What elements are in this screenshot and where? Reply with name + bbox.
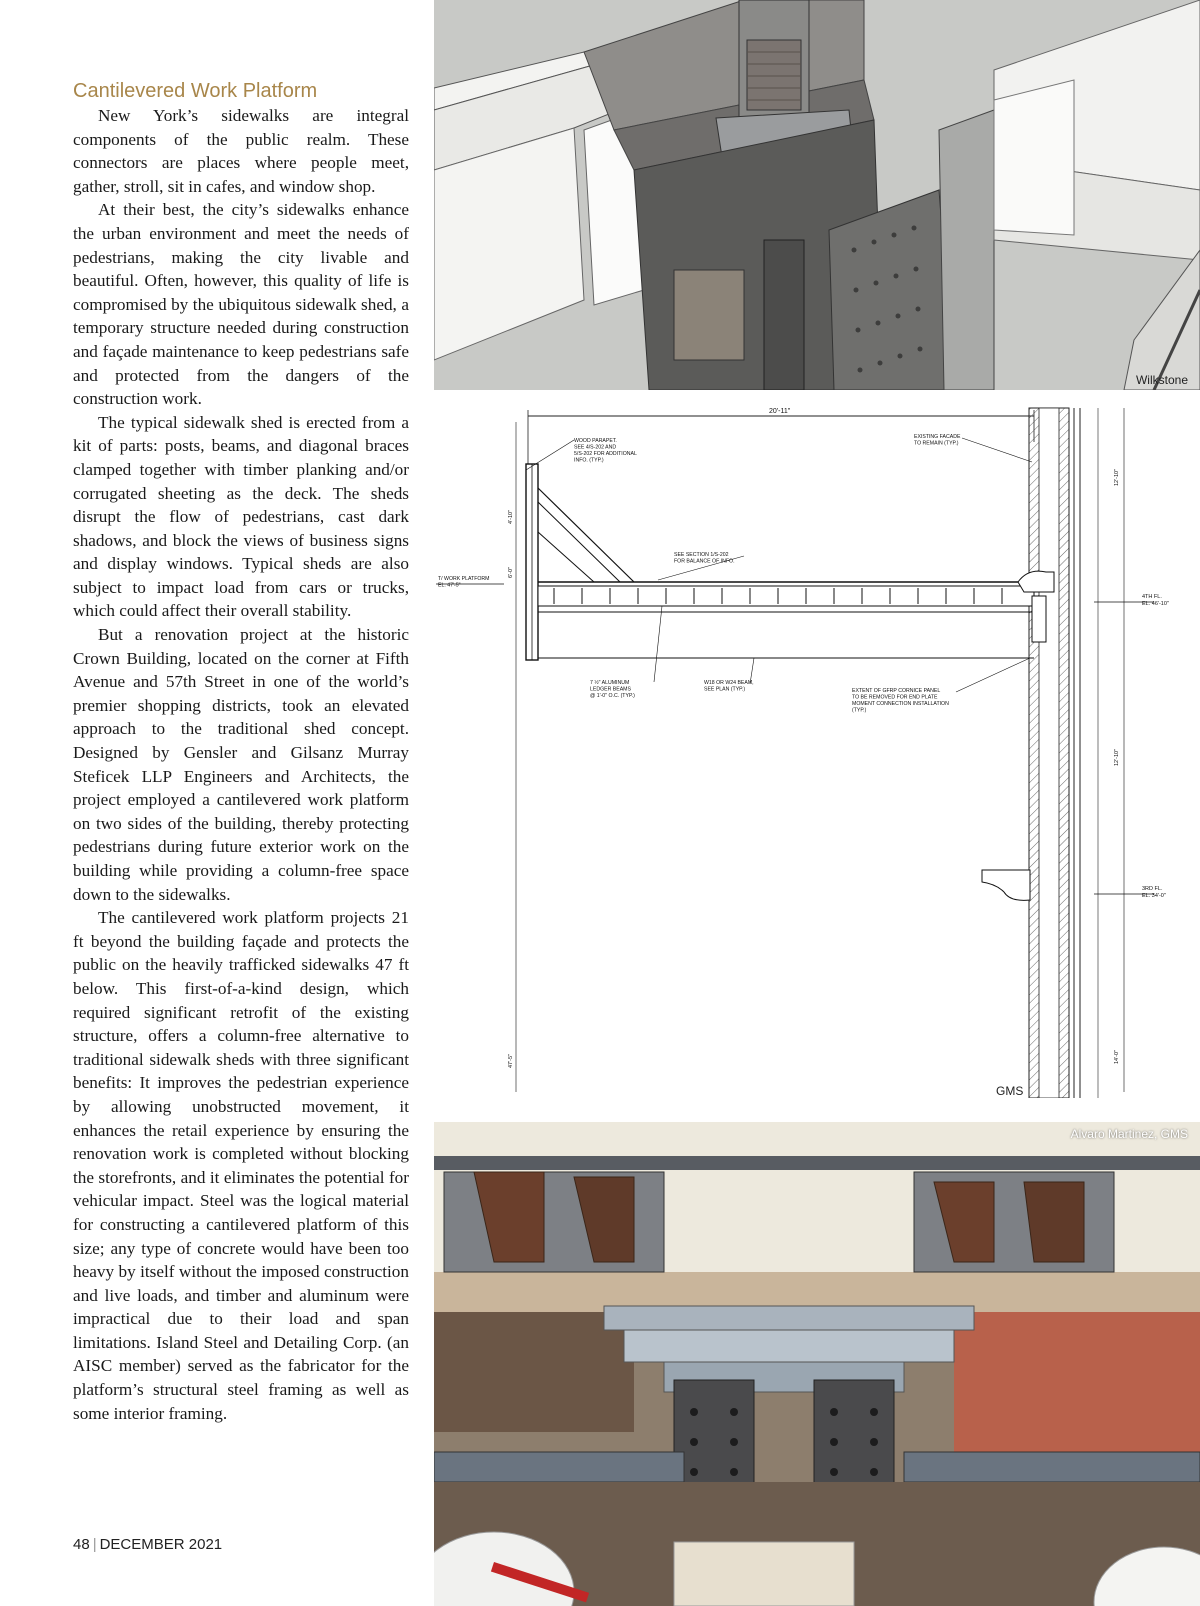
section-drawing [434,402,1200,1098]
note-section-line2: FOR BALANCE OF INFO. [674,558,735,565]
dim-12-mid: 12'-10" [1114,748,1120,766]
note-section-line1: SEE SECTION 1/S-202 [674,552,729,558]
note-parapet-line2: SEE 4/S-202 AND [574,444,617,451]
note-beams-line2: LEDGER BEAMS [590,686,631,693]
paragraph-4: But a renovation project at the historic Crown Building, located on the corner at Fifth Avenue and 57th Street in one of the world’s premier shopping districts, took an elevated approach to the traditional shed concept. Designed by Gensler and Gilsanz Murray Steficek LLP Engineers and Architects, the project employed a cantilevered work platform on two sides of the building, thereby protecting pedestrians during future exterior work on the building while providing a column-free space down to the sidewalks. [73,625,409,904]
note-beams-line3: @ 1'-0" O.C. (TYP.) [590,693,635,699]
svg-text:T/ WORK PLATFORM EL. 47' [438,576,491,589]
svg-text:7 ½" ALUMINUM LEDGER BEA [590,679,635,699]
section-title: Cantilevered Work Platform [73,80,318,102]
svg-text:SEE SECTION 1/S-202 FOR [674,552,735,565]
svg-text:4TH FL.EL. 46'-10" [1142,594,1169,607]
dim-6: 6'-0" [508,567,514,578]
dim-47: 47'-5" [508,1053,514,1068]
svg-text:W18 OR W24 BEAM, SEE PLA [704,680,755,693]
issue-date: DECEMBER 2021 [99,1536,223,1553]
svg-text:3RD FL.EL. 34'-0" [1142,886,1166,899]
note-w18-line1: W18 OR W24 BEAM, [704,680,754,686]
paragraph-3: The typical sidewalk shed is erected from a kit of parts: posts, beams, and diagonal braces clamped together with timber planking and/or corrugated sheeting as the deck. The sheds disrupt the flow of pedestrians, cast dark shadows, and block the views of business signs and display windows. Typical sheds are also subject to impact load from cars or trucks, which could affect their overall stability. [73,412,409,621]
note-parapet-line3: 5/S-202 FOR ADDITIONAL [574,451,637,457]
page-number: 48 [73,1536,90,1553]
construction-photo-figure [434,1122,1200,1606]
render-credit: Wilkstone [1135,373,1188,387]
note-gfrp-line2: TO BE REMOVED FOR END PLATE [852,694,938,701]
note-gfrp-line1: EXTENT OF GFRP CORNICE PANEL [852,688,941,694]
level-3rd-label-line1: 3RD FL. [1142,886,1163,892]
note-w18-line2: SEE PLAN (TYP.) [704,686,746,693]
note-beams-line1: 7 ½" ALUMINUM [590,680,630,686]
dim-14: 14'-0" [1114,1049,1120,1064]
dim-rail: 4'-10" [508,509,514,524]
level-4th-label-line1: 4TH FL. [1142,594,1162,600]
note-facade-line1: EXISTING FACADE [914,434,961,440]
note-platform-line1: T/ WORK PLATFORM [438,576,490,582]
note-gfrp-line4: (TYP.) [852,707,867,714]
note-parapet-line1: WOOD PARAPET. [574,438,617,444]
article-column [73,80,409,1425]
svg-text:EXTENT OF GFRP CORNICE PANEL [852,688,950,714]
level-3rd-label-line2: EL. 34'-0" [1142,893,1166,899]
render-illustration [434,0,1200,390]
dim-12-top: 12'-10" [1114,468,1120,486]
drawing-credit: GMS [996,1084,1024,1098]
folio-separator: | [92,1536,97,1553]
level-4th-label-line2: EL. 46'-10" [1142,601,1169,607]
svg-text:WOOD PARAPET. SEE 4/S-20 [574,438,638,464]
paragraph-1: New York’s sidewalks are integral components of the public realm. These connectors are places where people meet, gather, stroll, sit in cafes, and window shop. [73,106,409,196]
note-gfrp-line3: MOMENT CONNECTION INSTALLATION [852,701,949,707]
render-figure [434,0,1200,390]
note-facade-line2: TO REMAIN (TYP.) [914,440,959,447]
page-folio [73,1536,222,1553]
paragraph-2: At their best, the city’s sidewalks enhance the urban environment and meet the needs of pedestrians, making the city livable and beautiful. Often, however, this quality of life is compromised by the ubiquitous sidewalk shed, a temporary structure needed during construction and façade maintenance to keep pedestrians safe and protected from the dangers of the construction work. [73,200,409,409]
construction-photo [434,1122,1200,1606]
note-parapet-line4: INFO. (TYP.) [574,457,604,464]
dim-top-label: 20'-11" [769,408,791,415]
paragraph-5: The cantilevered work platform projects 21 ft beyond the building façade and protects the public on the heavily trafficked sidewalks 47 ft below. This first-of-a-kind design, which required significant retrofit of the existing structure, offers a column-free alternative to traditional sidewalk sheds with three significant benefits: It improves the pedestrian experience by allowing unobstructed movement, it enhances the retail experience by ensuring the renovation work is completed without blocking the storefronts, and it eliminates the potential for vehicular impact. Steel was the logical material for constructing a cantilevered platform of this size; any type of concrete would have been too heavy by itself without the imposed construction and live loads, and timber and aluminum were impractical due to their load and span limitations. Island Steel and Detailing Corp. (an AISC member) served as the fabricator for the platform’s structural steel framing as well as some interior framing. [73,908,409,1423]
note-platform-line2: EL. 47'-5" [438,582,461,589]
photo-credit: Alvaro Martinez, GMS [1070,1127,1188,1141]
section-drawing-figure [434,402,1200,1098]
svg-text:EXISTING FACADE TO REMAI [914,434,962,447]
